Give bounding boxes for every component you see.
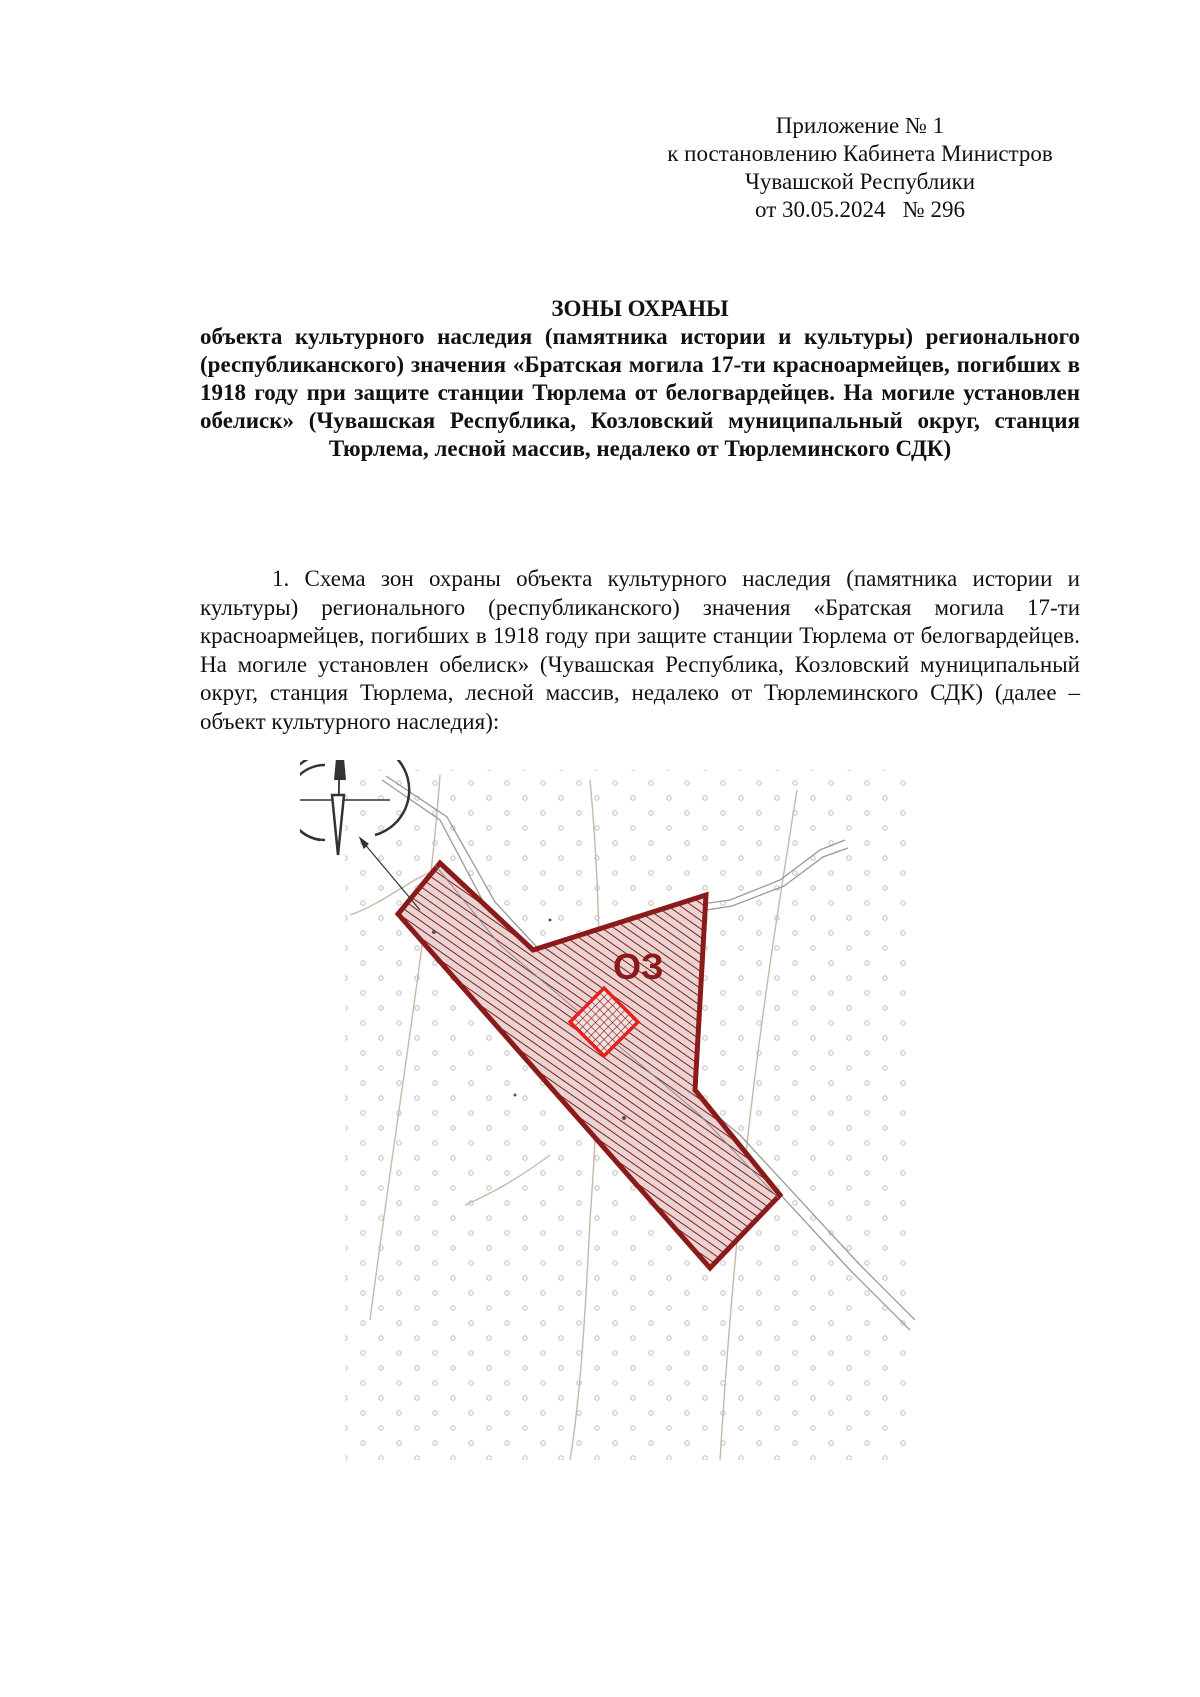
appendix-decree: к постановлению Кабинета Министров [667, 141, 1053, 166]
appendix-republic: Чувашской Республики [744, 169, 976, 194]
protection-zone-scheme [300, 760, 920, 1460]
appendix-number: Приложение № 1 [775, 113, 945, 138]
title-main: ЗОНЫ ОХРАНЫ [551, 296, 729, 321]
zone-label-oz: ОЗ [613, 946, 664, 987]
document-title [200, 295, 1080, 463]
appendix-header [640, 112, 1080, 224]
appendix-date-number: от 30.05.2024 № 296 [755, 197, 965, 222]
paragraph-1: 1. Схема зон охраны объекта культурного наследия (памятника истории и культуры) регионального (республиканского) значения «Братская могила 17-ти красноармейцев, погибших в 1918 году при защите станции Тюрлема от белогвардейцев. На могиле установлен обелиск» (Чувашская Республика, Козловский муниципальный округ, станция Тюрлема, лесной массив, недалеко от Тюрлеминского СДК) (далее – объект культурного наследия): [200, 566, 1080, 734]
title-subtitle: объекта культурного наследия (памятника истории и культуры) регионального (республиканского) значения «Братская могила 17-ти красноармейцев, погибших в 1918 году при защите станции Тюрлема от белогвардейцев. На могиле установлен обелиск» (Чувашская Республика, Козловский муниципальный округ, станция Тюрлема, лесной массив, недалеко от Тюрлеминского СДК) [200, 324, 1080, 461]
